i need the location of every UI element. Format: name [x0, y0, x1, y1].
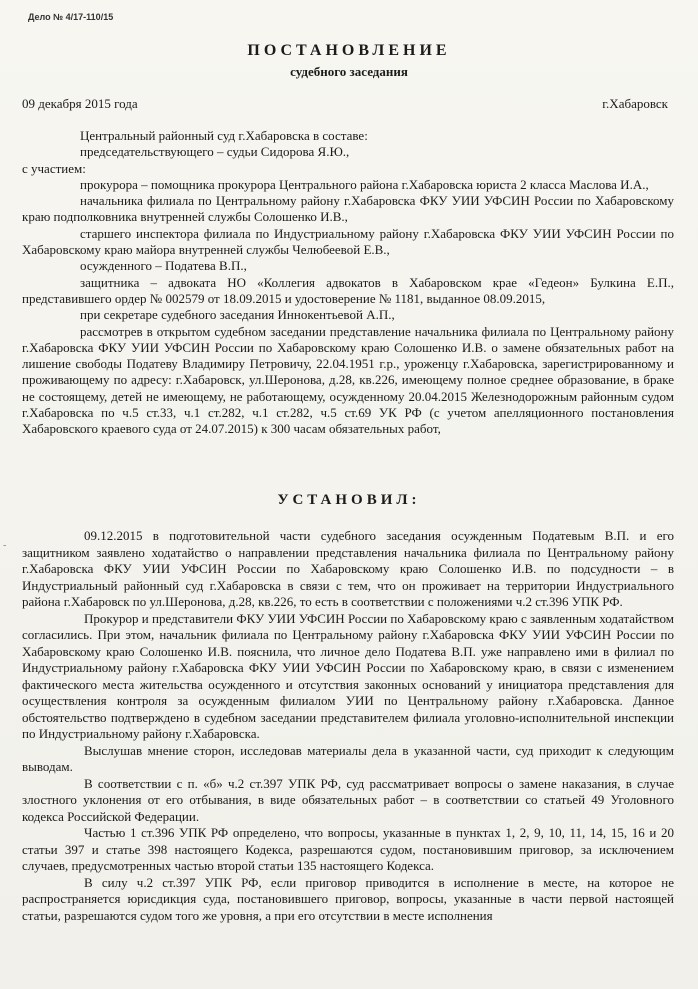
body-paragraph: Частью 1 ст.396 УПК РФ определено, что вопросы, указанные в пунктах 1, 2, 9, 10, 11, 14, 15, 16 и 20 статьи 397 и статье 398 настоящего Кодекса, разрешаются судом, постановившим приговор, за исключением случаев, предусмотренных частью второй статьи 135 настоящего Кодекса. [22, 825, 674, 873]
document-title: ПОСТАНОВЛЕНИЕ [247, 42, 451, 59]
body-paragraph: В соответствии с п. «б» ч.2 ст.397 УПК РФ, суд рассматривает вопросы о замене наказания, в случае злостного уклонения от его отбывания, в виде обязательных работ – в соответствии со статьей 49 Уголовного кодекса Российской Федерации. [22, 775, 674, 824]
body-paragraph: В силу ч.2 ст.397 УПК РФ, если приговор приводится в исполнение в месте, на которое не распространяется юрисдикция суда, постановившего приговор, вопросы, указанные в части первой настоящей статьи, разрешаются судом того же уровня, а при его отсутствии в месте исполнения [22, 874, 674, 923]
margin-mark: - [3, 540, 7, 551]
intro-paragraph: защитника – адвоката НО «Коллегия адвокатов в Хабаровском крае «Гедеон» Булкина Е.П., представившего ордер № 002579 от 18.09.2015 и удостоверение № 1181, выданное 08.09.2015, [22, 274, 674, 306]
intro-paragraph: Центральный районный суд г.Хабаровска в составе: [80, 128, 368, 143]
body-paragraph: Выслушав мнение сторон, исследовав материалы дела в указанной части, суд приходит к следующим выводам. [22, 742, 674, 774]
intro-paragraph: прокурора – помощника прокурора Центрального района г.Хабаровска юриста 2 класса Маслова И.А., [80, 176, 649, 192]
document-date: 09 декабря 2015 года [22, 96, 138, 111]
document-city: г.Хабаровск [602, 96, 668, 111]
intro-paragraph: с участием: [22, 160, 86, 176]
intro-paragraph: председательствующего – судьи Сидорова Я.Ю., [80, 144, 350, 160]
document-subtitle: судебного заседания [290, 64, 408, 79]
body-section [22, 528, 674, 924]
intro-section [22, 128, 674, 438]
intro-paragraph: старшего инспектора филиала по Индустриальному району г.Хабаровска ФКУ УИИ УФСИН России по Хабаровскому краю майора внутренней службы Челюбеевой Е.В., [22, 225, 674, 258]
body-paragraph: 09.12.2015 в подготовительной части судебного заседания осужденным Податевым В.П. и его защитником заявлено ходатайство о направлении представления начальника филиала по Центральному району г.Хабаровска ФКУ УИИ УФСИН России по Хабаровскому краю Солошенко И.В. по подсудности – в Индустриальный районный суд г.Хабаровска в связи с тем, что он проживает на территории Индустриального района г.Хабаровск по ул.Шеронова, д.28, кв.226, то есть в соответствии с положениями ч.2 ст.396 УПК РФ. [22, 528, 674, 609]
intro-paragraph: начальника филиала по Центральному району г.Хабаровска ФКУ УИИ УФСИН России по Хабаровскому краю подполковника внутренней службы Солошенко И.В., [22, 193, 674, 225]
intro-paragraph: рассмотрев в открытом судебном заседании представление начальника филиала по Центральному району г.Хабаровска ФКУ УИИ УФСИН России по Хабаровскому краю Солошенко И.В. о замене обязательных работ на лишение свободы Податеву Владимиру Петровичу, 22.04.1951 г.р., уроженцу г.Хабаровска, зарегистрированному и проживающему по адресу: г.Хабаровск, ул.Шеронова, д.28, кв.226, имеющему полное среднее образование, в браке не состоящему, детей не имеющему, не работающему, осужденному 20.04.2015 Железнодорожным районным судом г.Хабаровска по ч.5 ст.33, ч.1 ст.282, ч.1 ст.282, ч.5 ст.69 УК РФ (с учетом апелляционного постановления Хабаровского краевого суда от 24.07.2015) к 300 часам обязательных работ, [22, 323, 674, 437]
intro-paragraph: осужденного – Податева В.П., [80, 258, 247, 274]
case-number: Дело № 4/17-110/15 [28, 12, 114, 22]
body-paragraph: Прокурор и представители ФКУ УИИ УФСИН России по Хабаровскому краю с заявленным ходатайством согласились. При этом, начальник филиала по Центральному району г.Хабаровска ФКУ УИИ УФСИН России по Хабаровскому краю Солошенко И.В. пояснила, что личное дело Податева В.П. уже направлено ими в филиал по Индустриальному району г.Хабаровска ФКУ УИИ УФСИН России по Хабаровскому краю, в связи с изменением фактического места жительства осужденного и отсутствия законных оснований у инициатора представления для осуществления контроля за осужденным филиалом УИИ по Центральному району г.Хабаровска. Данное обстоятельство подтверждено в судебном заседании представителем филиала уголовно-исполнительной инспекции по Индустриальному району г.Хабаровска. [22, 610, 674, 741]
intro-paragraph: при секретаре судебного заседания Иннокентьевой А.П., [80, 307, 395, 323]
section-heading: УСТАНОВИЛ: [277, 492, 421, 508]
